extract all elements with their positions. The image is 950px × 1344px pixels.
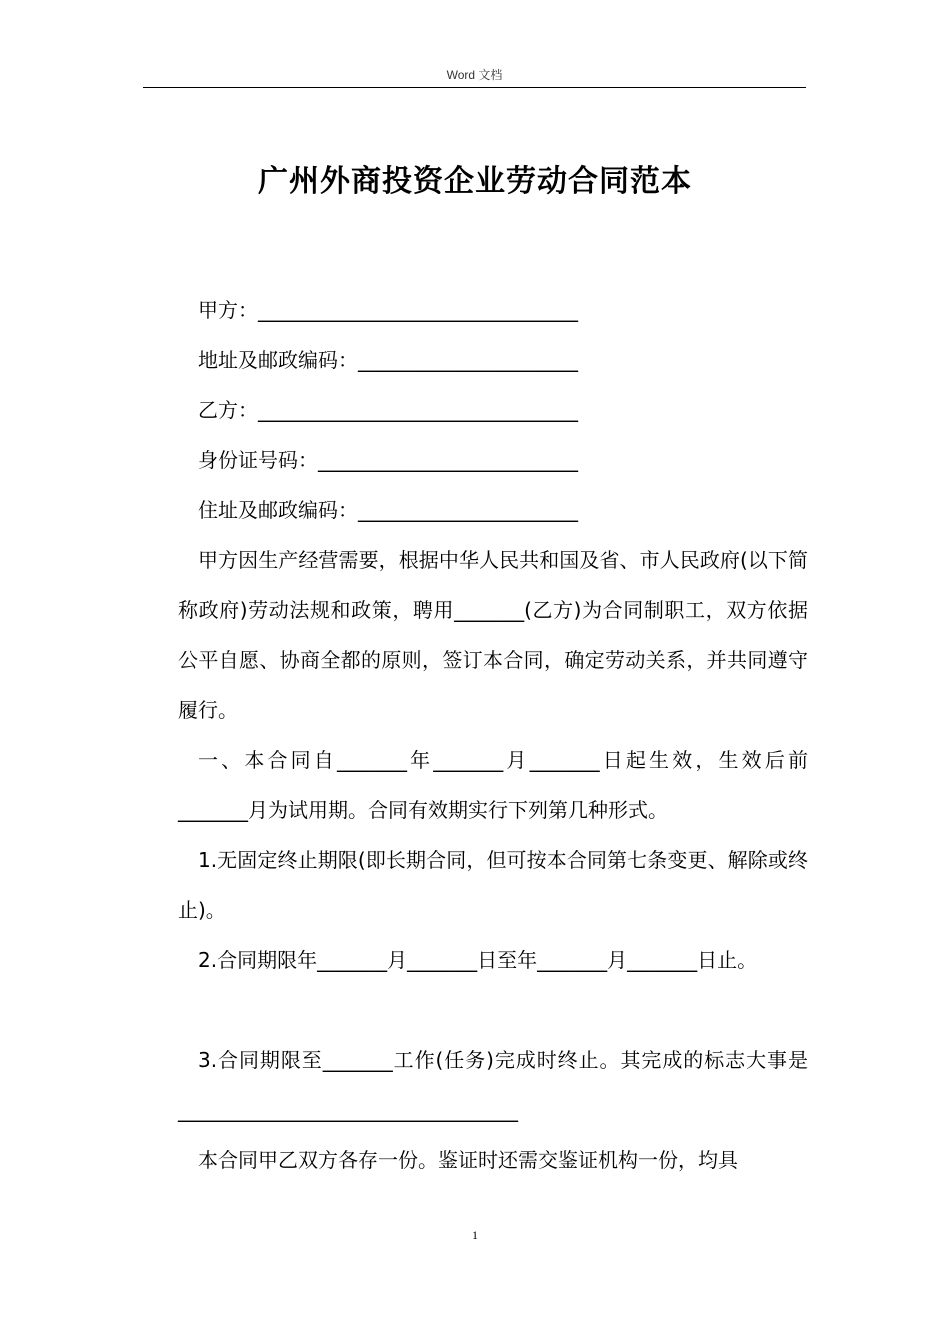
term-option-2: 2.合同期限年_______月_______日至年_______月_______日止。 [198,948,758,972]
party-b-address-field: 住址及邮政编码：______________________ [198,498,578,522]
id-number-field: 身份证号码：__________________________ [198,448,578,472]
party-a-field: 甲方：________________________________ [198,298,578,322]
term-option-3: 3.合同期限至_______工作(任务)完成时终止。其完成的标志大事是__________________________________ [178,1048,808,1122]
copies-paragraph: 本合同甲乙双方各存一份。鉴证时还需交鉴证机构一份，均具 [198,1148,738,1172]
party-a-address-field: 地址及邮政编码：______________________ [198,348,578,372]
page-number: 1 [472,1228,478,1242]
document-body [178,285,808,1185]
clause-one-paragraph: 一、本合同自_______年_______月_______日起生效，生效后前_______月为试用期。合同有效期实行下列第几种形式。 [178,748,808,822]
document-title: 广州外商投资企业劳动合同范本 [258,164,692,199]
page-header: Word 文档 [446,68,503,82]
preamble-paragraph: 甲方因生产经营需要，根据中华人民共和国及省、市人民政府(以下简称政府)劳动法规和政策，聘用_______(乙方)为合同制职工，双方依据公平自愿、协商全都的原则，签订本合同，确定劳动关系，并共同遵守履行。 [178,548,808,722]
party-b-field: 乙方：________________________________ [198,398,578,422]
header-divider [143,87,806,88]
blank-line [178,985,808,1035]
term-option-1: 1.无固定终止期限(即长期合同，但可按本合同第七条变更、解除或终止)。 [178,848,808,922]
